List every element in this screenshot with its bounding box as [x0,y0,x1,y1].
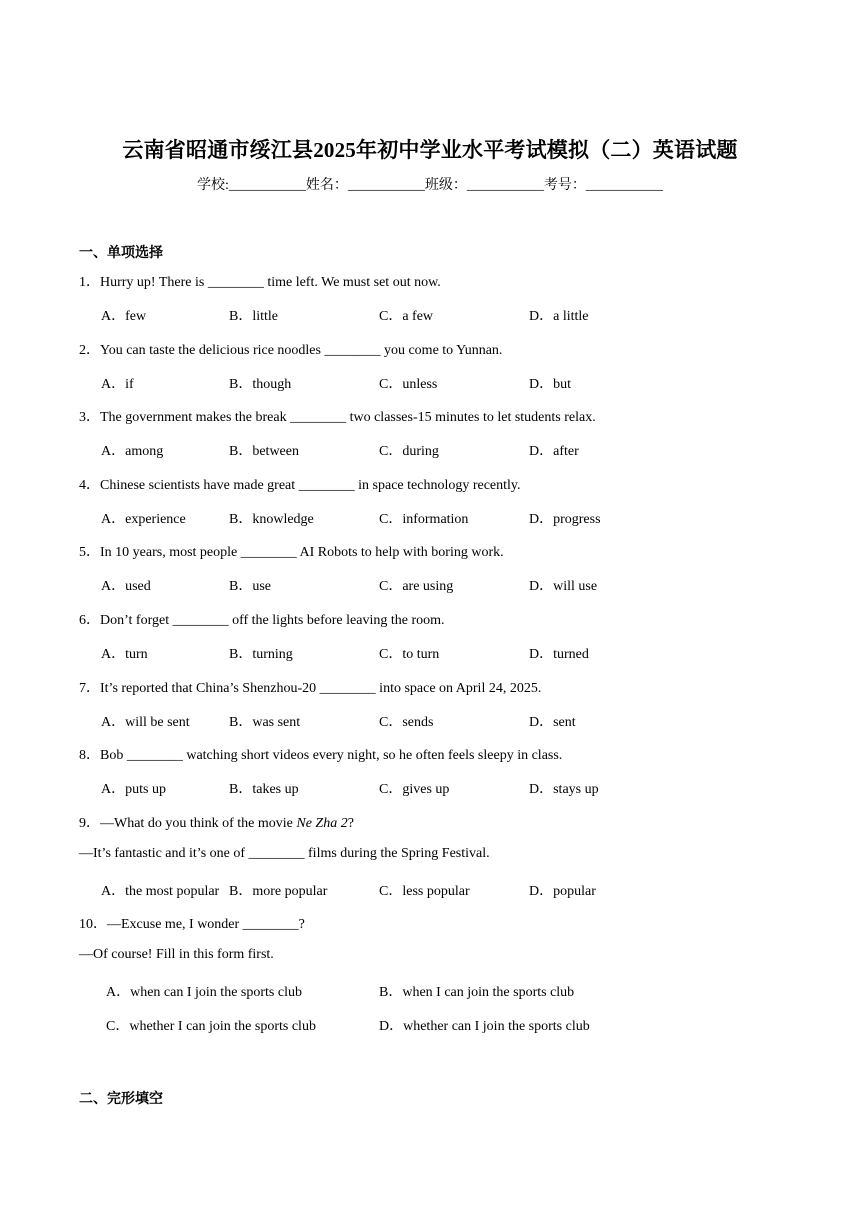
question-9-reply: —It’s fantastic and it’s one of ________ films during the Spring Festival. [79,846,490,861]
option-9b: B．more popular [229,884,328,899]
question-9-mark: ? [347,816,354,831]
student-info-line [0,174,860,194]
question-3: 3．The government makes the break ________ two classes-15 minutes to let students relax. [79,410,596,425]
option-10b: B．when I can join the sports club [379,985,575,1000]
question-6: 6．Don’t forget ________ off the lights before leaving the room. [79,613,445,628]
option-5d: D．will use [529,579,598,594]
option-1d: D．a little [529,309,589,324]
option-8d: D．stays up [529,782,599,797]
option-1b: B．little [229,309,278,324]
option-2d: D．but [529,377,571,392]
option-5b: B．use [229,579,271,594]
option-6d: D．turned [529,647,589,662]
option-3b: B．between [229,444,299,459]
option-7d: D．sent [529,715,576,730]
option-8b: B．takes up [229,782,299,797]
option-1a: A．few [101,309,147,324]
option-4c: C．information [379,512,469,527]
movie-title: Ne Zha 2 [296,816,348,831]
option-6b: B．turning [229,647,293,662]
option-3a: A．among [101,444,164,459]
question-10: 10．—Excuse me, I wonder ________? [79,917,305,932]
option-2c: C．unless [379,377,438,392]
student-info-text: 学校:___________姓名：___________班级：___________考号：___________ [197,178,663,193]
question-4: 4．Chinese scientists have made great ________ in space technology recently. [79,478,521,493]
question-10-reply: —Of course! Fill in this form first. [79,947,274,962]
option-8c: C．gives up [379,782,450,797]
option-5c: C．are using [379,579,454,594]
section-heading-cloze: 二、完形填空 [79,1092,163,1107]
option-4d: D．progress [529,512,601,527]
option-4b: B．knowledge [229,512,314,527]
option-4a: A．experience [101,512,186,527]
option-10c: C．whether I can join the sports club [106,1019,316,1034]
question-9 [79,812,354,832]
question-5: 5．In 10 years, most people ________ AI Robots to help with boring work. [79,545,504,560]
option-2b: B．though [229,377,292,392]
section-heading-single-choice: 一、单项选择 [79,246,163,261]
question-7: 7．It’s reported that China’s Shenzhou-20 ________ into space on April 24, 2025. [79,681,542,696]
option-9c: C．less popular [379,884,470,899]
option-7a: A．will be sent [101,715,190,730]
exam-title: 云南省昭通市绥江县2025年初中学业水平考试模拟（二）英语试题 [122,138,738,162]
option-6c: C．to turn [379,647,440,662]
option-9a: A．the most popular [101,884,220,899]
option-3d: D．after [529,444,579,459]
option-3c: C．during [379,444,439,459]
question-1: 1．Hurry up! There is ________ time left. We must set out now. [79,275,441,290]
option-10d: D．whether can I join the sports club [379,1019,590,1034]
question-2: 2．You can taste the delicious rice noodles ________ you come to Yunnan. [79,343,503,358]
option-9d: D．popular [529,884,596,899]
option-6a: A．turn [101,647,148,662]
option-5a: A．used [101,579,151,594]
option-1c: C．a few [379,309,434,324]
option-7c: C．sends [379,715,434,730]
option-10a: A．when can I join the sports club [106,985,302,1000]
option-8a: A．puts up [101,782,166,797]
option-2a: A．if [101,377,134,392]
question-9-text: 9．—What do you think of the movie [79,816,297,831]
question-8: 8．Bob ________ watching short videos every night, so he often feels sleepy in class. [79,748,563,763]
option-7b: B．was sent [229,715,301,730]
